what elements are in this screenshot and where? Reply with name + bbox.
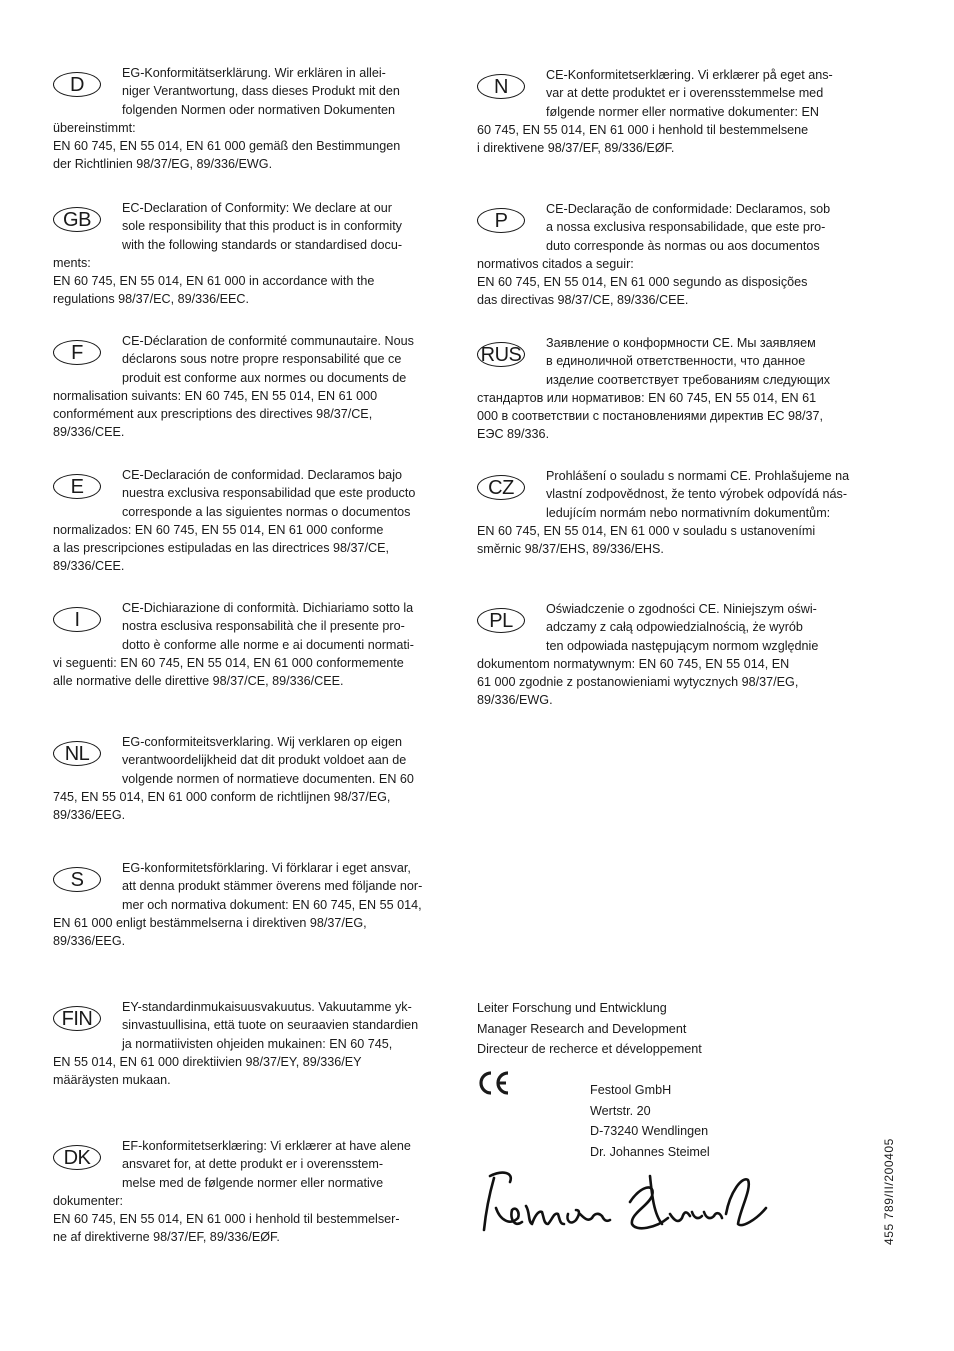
declaration-text: dokumentom normatywnym: EN 60 745, EN 55 014, EN <box>477 656 790 671</box>
declaration-text: 000 в соответствии с постановлениями директив ЕС 98/37, <box>477 409 824 424</box>
declaration-text: volgende normen of normatieve documenten. EN 60 <box>122 771 414 786</box>
declaration-text: dokumenter: <box>53 1193 124 1208</box>
declaration-text: EY-standardinmukaisuusvakuutus. Vakuutamme yk- <box>122 1000 412 1014</box>
declaration-d <box>53 64 454 174</box>
declaration-nl <box>53 733 454 824</box>
declaration-text: sole responsibility that this product is in conformity <box>122 219 402 234</box>
declaration-text: 61 000 zgodnie z postanowieniami wytycznych 98/37/EG, <box>477 675 799 690</box>
declaration-text: CE-Dichiarazione di conformità. Dichiariamo sotto la <box>122 601 414 615</box>
country-badge-cz: CZ <box>477 475 525 500</box>
signature-icon <box>480 1162 780 1244</box>
declaration-text: Prohlášení o souladu s normami CE. Prohlašujeme na <box>546 469 850 483</box>
declaration-text: 89/336/CEE. <box>53 559 125 574</box>
signatory-titles <box>477 998 702 1060</box>
declaration-text: 89/336/CEE. <box>53 425 125 440</box>
title-line: Directeur de recherce et développement <box>477 1042 702 1056</box>
declaration-text: déclarons sous notre propre responsabilité que ce <box>122 352 402 367</box>
declaration-text: vi seguenti: EN 60 745, EN 55 014, EN 61 000 conformemente <box>53 655 404 670</box>
declaration-text: EN 61 000 enligt bestämmelserna i direktiven 98/37/EG, <box>53 915 367 930</box>
declaration-fin <box>53 998 454 1089</box>
declaration-text: EN 60 745, EN 55 014, EN 61 000 v souladu s ustanoveními <box>477 523 816 538</box>
declaration-text: normativos citados a seguir: <box>477 256 634 271</box>
declaration-text: määräysten mukaan. <box>53 1073 171 1088</box>
declaration-text: alle normative delle direttive 98/37/CE, 89/336/CEE. <box>53 674 344 689</box>
declaration-e <box>53 466 454 576</box>
country-badge-p: P <box>477 208 525 233</box>
declaration-text: verantwoordelijkheid dat dit produkt voldoet aan de <box>122 753 407 768</box>
declaration-n <box>477 66 878 157</box>
declaration-text: normalizados: EN 60 745, EN 55 014, EN 61 000 conforme <box>53 522 384 537</box>
country-badge-pl: PL <box>477 608 525 633</box>
declaration-text: ja normatiivisten ohjeiden mukainen: EN 60 745, <box>122 1036 393 1051</box>
declaration-i <box>53 599 454 690</box>
declaration-text: adczamy z całą odpowiedzialnością, że wyrób <box>546 620 803 635</box>
declaration-text: a las prescripciones estipuladas en las directrices 98/37/CE, <box>53 541 390 556</box>
declaration-text: EF-konformitetserklæring: Vi erklærer at have alene <box>122 1139 411 1153</box>
declaration-text: в единоличной ответственности, что данное <box>546 354 806 369</box>
ce-mark-icon <box>477 1070 511 1096</box>
declaration-text: vlastní zodpovědnost, že tento výrobek odpovídá nás- <box>546 487 848 502</box>
declaration-text: übereinstimmt: <box>53 120 136 135</box>
declaration-text: стандартов или нормативов: EN 60 745, EN 55 014, EN 61 <box>477 390 817 405</box>
declaration-f <box>53 332 454 442</box>
declaration-text: duto corresponde às normas ou aos documentos <box>546 238 820 253</box>
country-badge-s: S <box>53 867 101 892</box>
title-line: Leiter Forschung und Entwicklung <box>477 1001 667 1015</box>
declaration-text: EN 60 745, EN 55 014, EN 61 000 i henhold til bestemmelser- <box>53 1212 400 1227</box>
declaration-rus <box>477 334 878 444</box>
company-name: Festool GmbH <box>590 1083 672 1097</box>
declaration-text: følgende normer eller normative dokumenter: EN <box>546 104 819 119</box>
declaration-text: produit est conforme aux normes ou documents de <box>122 370 407 385</box>
declaration-text: folgenden Normen oder normativen Dokumenten <box>122 102 396 117</box>
country-badge-d: D <box>53 72 101 97</box>
declaration-text: CE-Konformitetserklæring. Vi erklærer på eget ans- <box>546 68 833 82</box>
declaration-text: EN 55 014, EN 61 000 direktiivien 98/37/EY, 89/336/EY <box>53 1054 362 1069</box>
title-line: Manager Research and Development <box>477 1021 687 1036</box>
declaration-text: EG-Konformitätserklärung. Wir erklären in allei- <box>122 66 386 80</box>
declaration-text: das directivas 98/37/CE, 89/336/CEE. <box>477 293 689 308</box>
country-badge-f: F <box>53 340 101 365</box>
country-badge-e: E <box>53 474 101 499</box>
declaration-text: Oświadczenie o zgodności CE. Niniejszym oświ- <box>546 602 817 616</box>
country-badge-fin: FIN <box>53 1006 101 1031</box>
declaration-text: a nossa exclusiva responsabilidade, que este pro- <box>546 220 826 235</box>
company-street: Wertstr. 20 <box>590 1103 651 1118</box>
declaration-text: 89/336/EWG. <box>477 693 553 708</box>
declaration-dk <box>53 1137 454 1247</box>
declaration-text: 89/336/EEG. <box>53 934 126 949</box>
country-badge-i: I <box>53 607 101 632</box>
declaration-text: EN 60 745, EN 55 014, EN 61 000 segundo as disposições <box>477 275 808 290</box>
declaration-text: mer och normativa dokument: EN 60 745, EN 55 014, <box>122 897 422 912</box>
declaration-pl <box>477 600 878 710</box>
declaration-text: ments: <box>53 255 91 270</box>
declaration-text: ten odpowiada następującym normom względnie <box>546 638 819 653</box>
declaration-text: sinvastuullisina, että tuote on seuraavien standardien <box>122 1018 419 1033</box>
signatory-name: Dr. Johannes Steimel <box>590 1144 710 1159</box>
country-badge-n: N <box>477 74 525 99</box>
country-badge-gb: GB <box>53 207 101 232</box>
declaration-text: der Richtlinien 98/37/EG, 89/336/EWG. <box>53 157 273 172</box>
declaration-text: conformément aux prescriptions des directives 98/37/CE, <box>53 407 373 422</box>
declaration-text: i direktivene 98/37/EF, 89/336/EØF. <box>477 141 675 156</box>
document-number: 455 789/II/200405 <box>882 1138 896 1245</box>
declaration-text: nostra esclusiva responsabilità che il presente pro- <box>122 619 405 634</box>
company-city: D-73240 Wendlingen <box>590 1124 709 1138</box>
declaration-text: 60 745, EN 55 014, EN 61 000 i henhold til bestemmelsene <box>477 122 809 137</box>
declaration-text: Заявление о конформности CE. Мы заявляем <box>546 336 816 350</box>
country-badge-dk: DK <box>53 1145 101 1170</box>
declaration-text: nuestra exclusiva responsabilidad que este producto <box>122 486 416 501</box>
declaration-text: with the following standards or standardised docu- <box>122 237 403 252</box>
declaration-text: ne af direktiverne 98/37/EF, 89/336/EØF. <box>53 1230 280 1245</box>
company-address <box>590 1080 710 1162</box>
declaration-text: 89/336/EEG. <box>53 808 126 823</box>
declaration-cz <box>477 467 878 558</box>
declaration-text: niger Verantwortung, dass dieses Produkt mit den <box>122 84 400 99</box>
declaration-text: var at dette produktet er i overensstemmelse med <box>546 86 824 101</box>
declaration-text: EC-Declaration of Conformity: We declare at our <box>122 201 392 215</box>
declaration-text: CE-Déclaration de conformité communautaire. Nous <box>122 334 414 348</box>
declaration-text: směrnic 98/37/EHS, 89/336/EHS. <box>477 542 664 557</box>
declaration-text: 745, EN 55 014, EN 61 000 conform de richtlijnen 98/37/EG, <box>53 789 391 804</box>
declaration-text: EN 60 745, EN 55 014, EN 61 000 in accordance with the <box>53 274 375 289</box>
declaration-text: regulations 98/37/EC, 89/336/EEC. <box>53 292 250 307</box>
declaration-text: EG-konformitetsförklaring. Vi förklarar i eget ansvar, <box>122 861 411 875</box>
declaration-p <box>477 200 878 310</box>
declaration-text: normalisation suivants: EN 60 745, EN 55 014, EN 61 000 <box>53 388 378 403</box>
declaration-text: dotto è conforme alle norme e ai documenti normati- <box>122 637 414 652</box>
declaration-s <box>53 859 454 950</box>
declaration-text: ansvaret for, at dette produkt er i overensstem- <box>122 1157 384 1172</box>
declaration-text: melse med de følgende normer eller normative <box>122 1175 384 1190</box>
declaration-text: EN 60 745, EN 55 014, EN 61 000 gemäß den Bestimmungen <box>53 139 401 154</box>
country-badge-rus: RUS <box>477 342 525 367</box>
declaration-text: att denna produkt stämmer överens med följande nor- <box>122 879 423 894</box>
country-badge-nl: NL <box>53 741 101 766</box>
declaration-text: corresponde a las siguientes normas o documentos <box>122 504 411 519</box>
declaration-text: CE-Declaração de conformidade: Declaramos, sob <box>546 202 831 216</box>
declaration-text: CE-Declaración de conformidad. Declaramos bajo <box>122 468 402 482</box>
declaration-text: EG-conformiteitsverklaring. Wij verklaren op eigen <box>122 735 402 749</box>
declaration-text: ЕЭС 89/336. <box>477 427 550 442</box>
declaration-text: ledujícím normám nebo normativním dokumentům: <box>546 505 831 520</box>
declaration-text: изделие соответствует требованиям следующих <box>546 372 831 387</box>
declaration-gb <box>53 199 454 309</box>
